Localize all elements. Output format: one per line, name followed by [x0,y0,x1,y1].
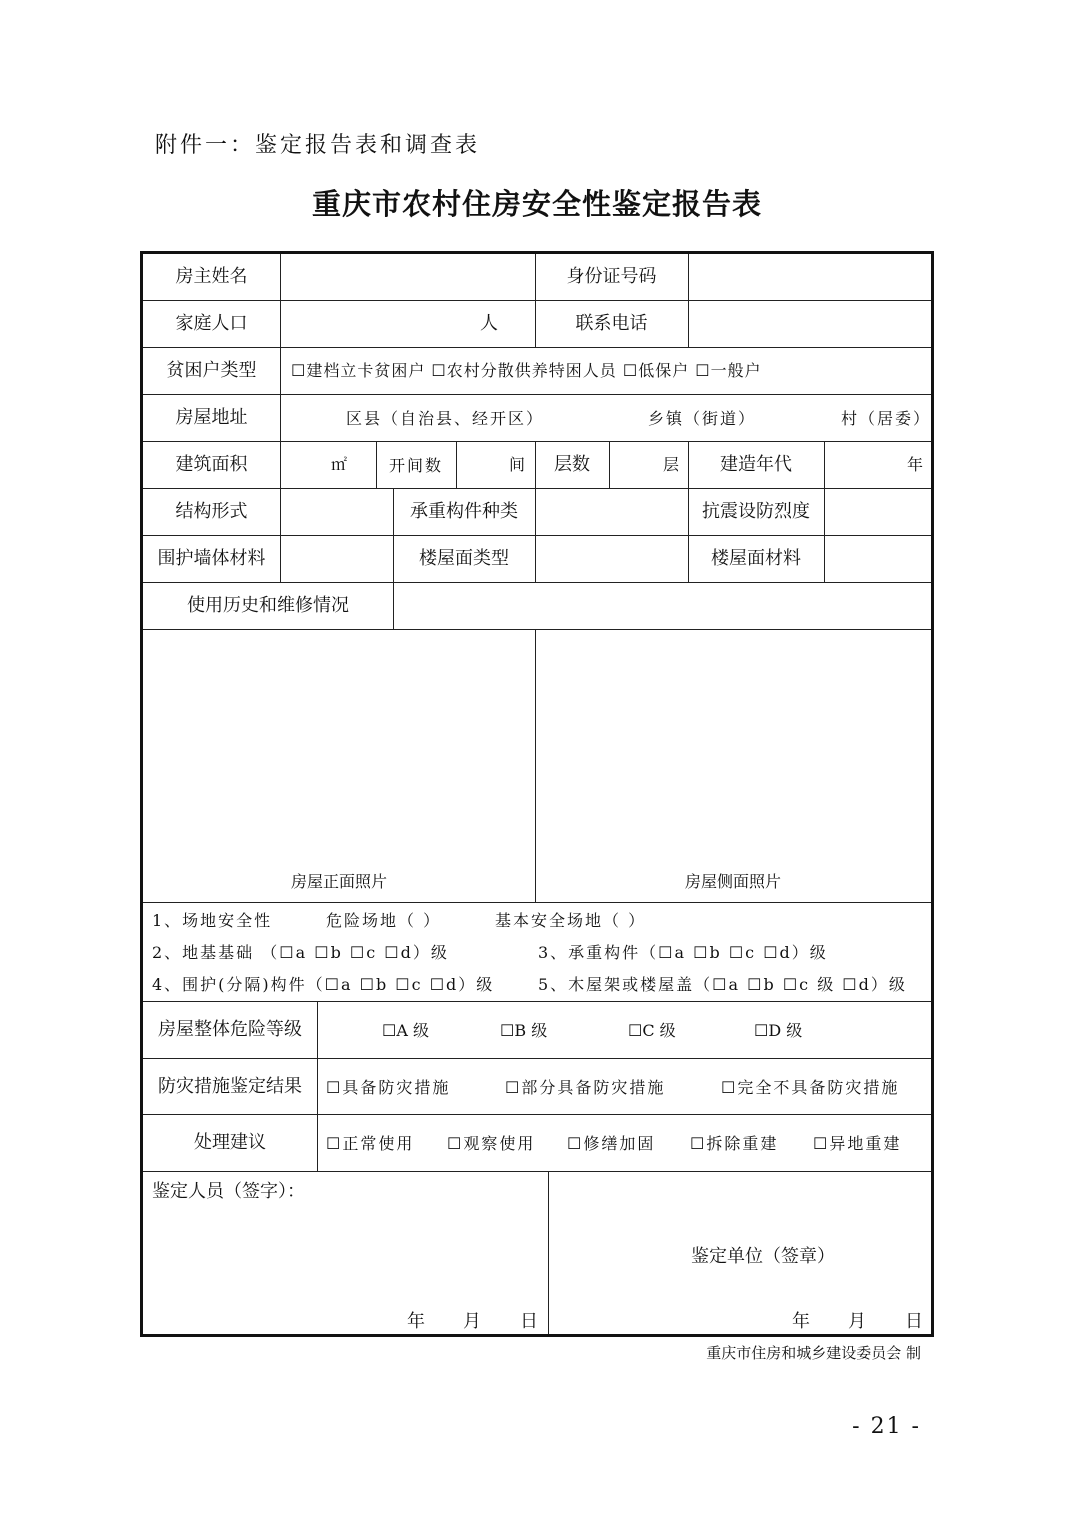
relocate-option[interactable]: ☐异地重建 [813,1134,902,1153]
floors-unit: 层 [663,455,680,474]
inspector-month: 月 [463,1311,481,1332]
floor-type-label: 楼屋面类型 [419,548,509,569]
grade-b-option[interactable]: ☐B 级 [500,1021,548,1040]
row-divider [143,1171,931,1172]
address-label: 房屋地址 [175,407,248,428]
row-divider [143,394,931,395]
poverty-type-label: 贫困户类型 [166,360,257,381]
col-divider [824,441,825,582]
full-prevention-option[interactable]: ☐具备防灾措施 [326,1078,451,1097]
attachment-heading: 附件一：鉴定报告表和调查表 [155,133,481,158]
row-divider [143,300,931,301]
col-divider [456,441,457,488]
unit-month: 月 [848,1311,866,1332]
site-safety-item: 1、场地安全性 [152,911,273,930]
roof-truss-item: 5、木屋架或楼屋盖（☐a ☐b ☐c 级 ☐d）级 [538,975,907,994]
address-village: 村（居委） [841,409,932,428]
col-divider [280,254,281,441]
grade-d-option[interactable]: ☐D 级 [754,1021,803,1040]
col-divider [548,1171,549,1334]
row-divider [143,1114,931,1115]
seismic-intensity-label: 抗震设防烈度 [702,501,810,522]
bearing-member-item: 3、承重构件（☐a ☐b ☐c ☐d）级 [538,943,828,962]
structure-type-label: 结构形式 [175,501,248,522]
row-divider [143,488,931,489]
floor-area-label: 建筑面积 [175,454,248,475]
row-divider [143,902,931,903]
col-divider [393,582,394,629]
floor-material-label: 楼屋面材料 [711,548,801,569]
form-title: 重庆市农村住房安全性鉴定报告表 [311,187,762,221]
col-divider [280,441,281,582]
disaster-prevention-label: 防灾措施鉴定结果 [158,1076,302,1097]
floor-area-unit: ㎡ [331,455,348,474]
normal-use-option[interactable]: ☐正常使用 [326,1134,415,1153]
build-year-unit: 年 [907,455,924,474]
row-divider [143,441,931,442]
id-number-label: 身份证号码 [566,266,657,287]
bays-label: 开间数 [388,456,443,475]
col-divider [535,488,536,582]
grade-c-option[interactable]: ☐C 级 [628,1021,676,1040]
partial-prevention-option[interactable]: ☐部分具备防灾措施 [505,1078,666,1097]
front-photo-label: 房屋正面照片 [290,872,387,891]
floors-label: 层数 [554,454,590,475]
history-label: 使用历史和维修情况 [187,595,349,616]
bays-unit: 间 [509,455,526,474]
repair-option[interactable]: ☐修缮加固 [567,1134,656,1153]
foundation-item: 2、地基基础 （☐a ☐b ☐c ☐d）级 [152,943,449,962]
build-year-label: 建造年代 [720,454,792,475]
inspector-day: 日 [520,1311,538,1332]
phone-label: 联系电话 [575,313,648,334]
family-size-unit: 人 [480,313,498,334]
row-divider [143,347,931,348]
col-divider [609,441,610,488]
row-divider [143,582,931,583]
owner-name-label: 房主姓名 [175,266,248,287]
col-divider [317,1001,318,1171]
page-number: - 21 - [852,1414,921,1439]
dangerous-site-option: 危险场地（ ） [326,911,442,930]
poverty-type-options: ☐建档立卡贫困户 ☐农村分散供养特困人员 ☐低保户 ☐一般户 [291,361,762,380]
side-photo-label: 房屋侧面照片 [684,872,781,891]
row-divider [143,629,931,630]
row-divider [143,1001,931,1002]
handling-advice-label: 处理建议 [194,1132,266,1153]
hazard-grade-label: 房屋整体危险等级 [158,1019,302,1040]
safe-site-option: 基本安全场地（ ） [495,911,647,930]
report-form [140,251,934,1337]
col-divider [535,629,536,902]
unit-day: 日 [905,1311,923,1332]
observe-use-option[interactable]: ☐观察使用 [447,1134,536,1153]
issuer-note: 重庆市住房和城乡建设委员会 制 [706,1344,921,1362]
family-size-label: 家庭人口 [175,313,248,334]
col-divider [688,254,689,347]
row-divider [143,1058,931,1059]
rebuild-option[interactable]: ☐拆除重建 [690,1134,779,1153]
row-divider [143,535,931,536]
grade-a-option[interactable]: ☐A 级 [382,1021,429,1040]
inspector-year: 年 [407,1311,425,1332]
unit-seal-label: 鉴定单位（签章） [691,1246,835,1267]
wall-material-label: 围护墙体材料 [157,548,266,569]
address-district: 区县（自治县、经开区） [346,409,545,428]
unit-year: 年 [792,1311,810,1332]
inspector-signature-label: 鉴定人员（签字）： [152,1181,305,1202]
enclosure-item: 4、围护(分隔)构件（☐a ☐b ☐c ☐d）级 [152,975,495,994]
no-prevention-option[interactable]: ☐完全不具备防灾措施 [721,1078,900,1097]
address-town: 乡镇（街道） [648,409,757,428]
bearing-member-label: 承重构件种类 [410,501,518,522]
